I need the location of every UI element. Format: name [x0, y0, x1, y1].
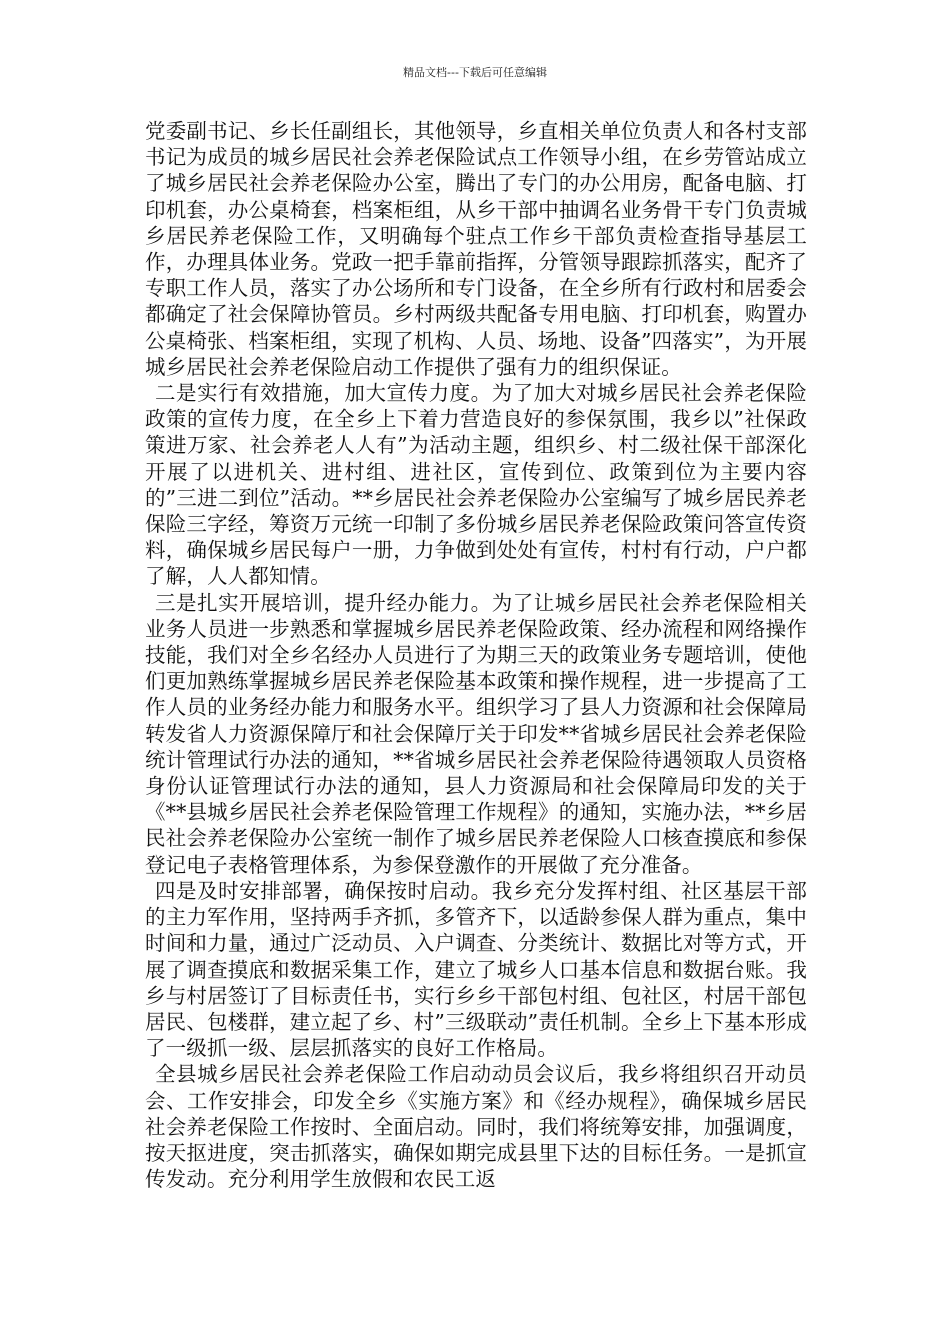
- paragraph-2: 二是实行有效措施，加大宣传力度。为了加大对城乡居民社会养老保险政策的宣传力度，在全乡上下着力营造良好的参保氛围，我乡以”社保政策进万家、社会养老人人有”为活动主题，组织乡、村二级社保干部深化开展了以进机关、进村组、进社区，宣传到位、政策到位为主要内容的”三进二到位”活动。**乡居民社会养老保险办公室编写了城乡居民养老保险三字经，筹资万元统一印制了多份城乡居民养老保险政策问答宣传资料，确保城乡居民每户一册，力争做到处处有宣传，村村有行动，户户都了解，人人都知情。: [145, 381, 807, 589]
- document-body: [145, 118, 807, 1192]
- page-header: 精品文档---下载后可任意编辑: [403, 66, 547, 79]
- paragraph-1: 党委副书记、乡长任副组长，其他领导，乡直相关单位负责人和各村支部书记为成员的城乡居民社会养老保险试点工作领导小组，在乡劳管站成立了城乡居民社会养老保险办公室，腾出了专门的办公用房，配备电脑、打印机套，办公桌椅套，档案柜组，从乡干部中抽调名业务骨干专门负责城乡居民养老保险工作，又明确每个驻点工作乡干部负责检查指导基层工作，办理具体业务。党政一把手靠前指挥，分管领导跟踪抓落实，配齐了专职工作人员，落实了办公场所和专门设备，在全乡所有行政村和居委会都确定了社会保障协管员。乡村两级共配备专用电脑、打印机套，购置办公桌椅张、档案柜组，实现了机构、人员、场地、设备”四落实”，为开展城乡居民社会养老保险启动工作提供了强有力的组织保证。: [145, 119, 807, 379]
- paragraph-4: 四是及时安排部署，确保按时启动。我乡充分发挥村组、社区基层干部的主力军作用，坚持两手齐抓，多管齐下，以适龄参保人群为重点，集中时间和力量，通过广泛动员、入户调查、分类统计、数据比对等方式，开展了调查摸底和数据采集工作，建立了城乡人口基本信息和数据台账。我乡与村居签订了目标责任书，实行乡乡干部包村组、包社区，村居干部包居民、包楼群，建立起了乡、村”三级联动”责任机制。全乡上下基本形成了一级抓一级、层层抓落实的良好工作格局。: [145, 878, 807, 1061]
- paragraph-5: 全县城乡居民社会养老保险工作启动动员会议后，我乡将组织召开动员会、工作安排会，印发全乡《实施方案》和《经办规程》，确保城乡居民社会养老保险工作按时、全面启动。同时，我们将统筹安排，加强调度，按天抠进度，突击抓落实，确保如期完成县里下达的目标任务。一是抓宣传发动。充分利用学生放假和农民工返: [145, 1062, 807, 1192]
- paragraph-3: 三是扎实开展培训，提升经办能力。为了让城乡居民社会养老保险相关业务人员进一步熟悉和掌握城乡居民养老保险政策、经办流程和网络操作技能，我们对全乡名经办人员进行了为期三天的政策业务专题培训，使他们更加熟练掌握城乡居民养老保险基本政策和操作规程，进一步提高了工作人员的业务经办能力和服务水平。组织学习了县人力资源和社会保障局转发省人力资源保障厅和社会保障厅关于印发**省城乡居民社会养老保险统计管理试行办法的通知，**省城乡居民社会养老保险待遇领取人员资格身份认证管理试行办法的通知，县人力资源局和社会保障局印发的关于《**县城乡居民社会养老保险管理工作规程》的通知，实施办法，**乡居民社会养老保险办公室统一制作了城乡居民养老保险人口核查摸底和参保登记电子表格管理体系，为参保登激作的开展做了充分准备。: [145, 590, 807, 877]
